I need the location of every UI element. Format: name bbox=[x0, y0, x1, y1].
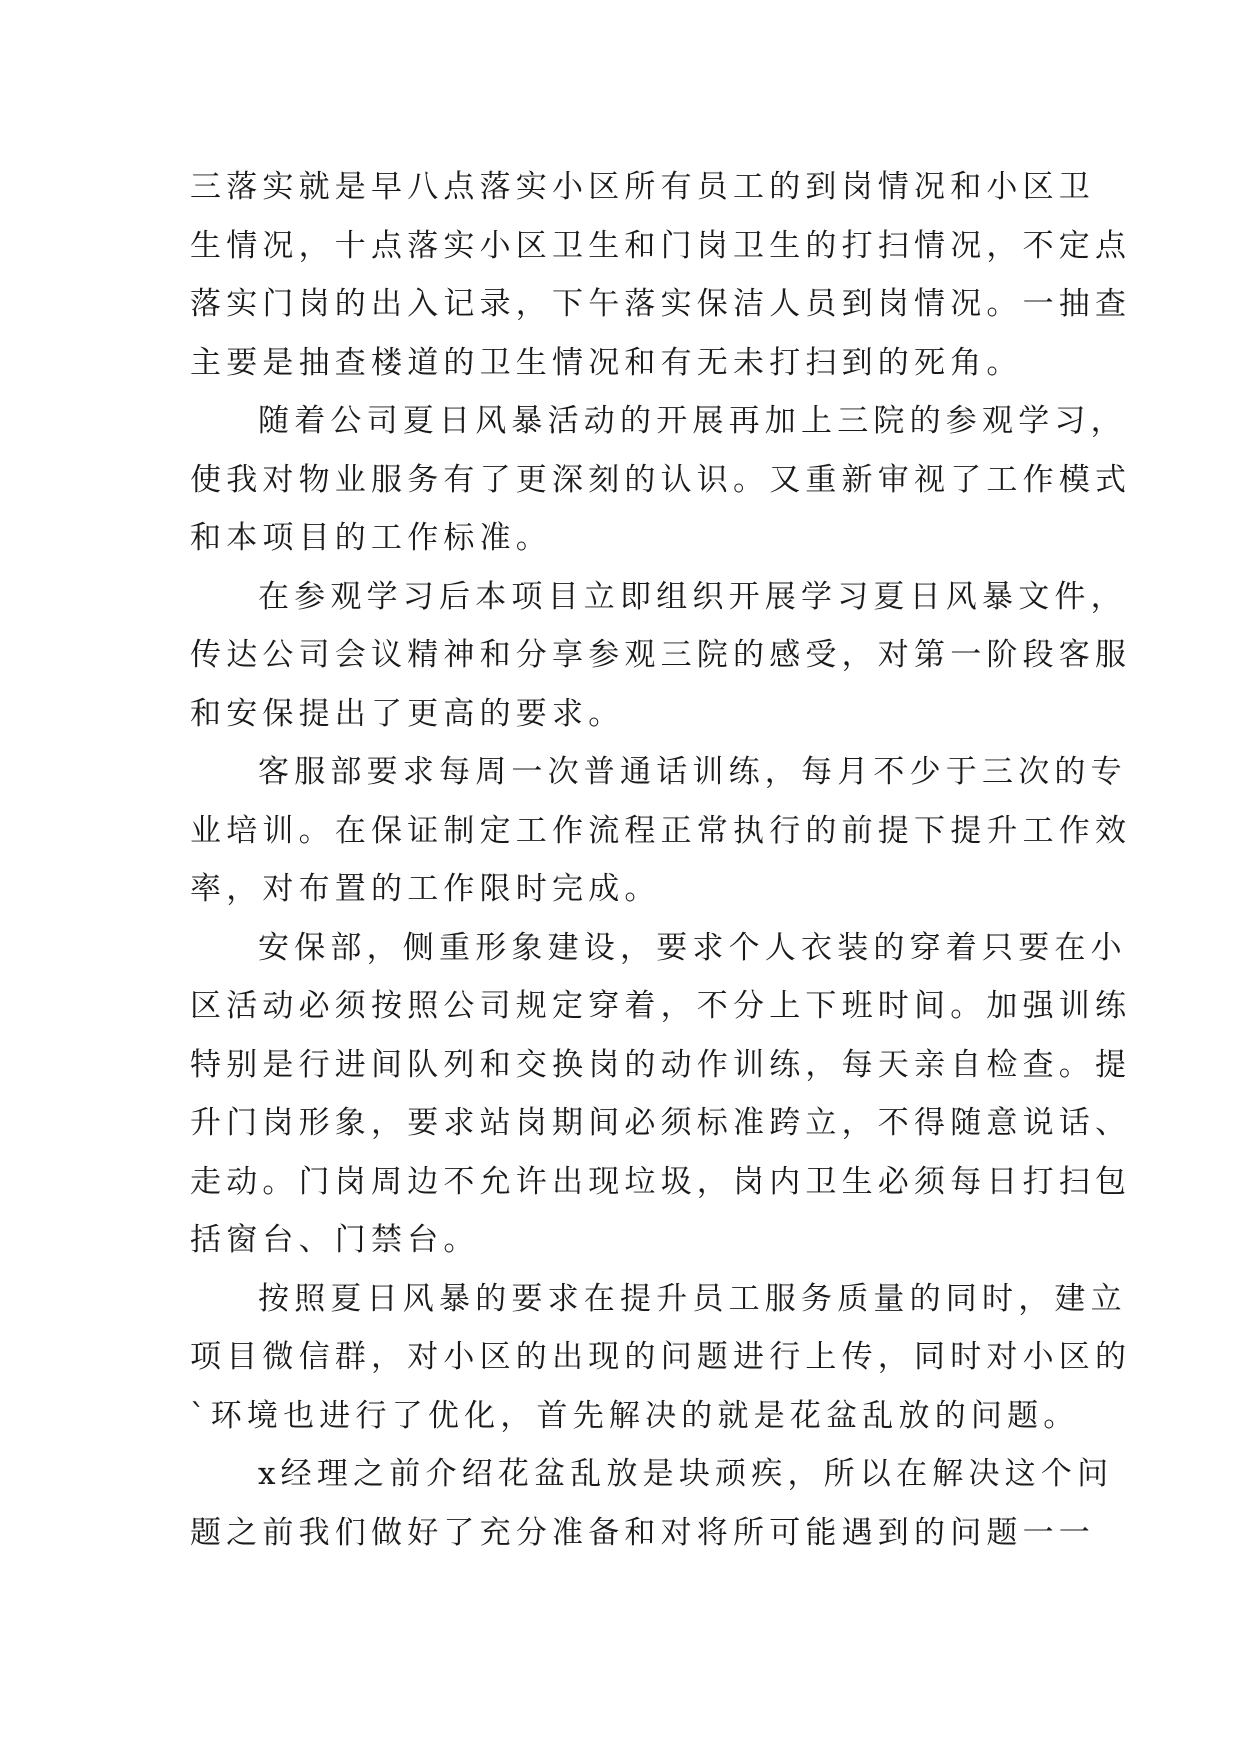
text-line: 和本项目的工作标准。 bbox=[190, 520, 552, 556]
text-line: 走动。门岗周边不允许出现垃圾，岗内卫生必须每日打扫包 bbox=[190, 1163, 1132, 1200]
text-line: 传达公司会议精神和分享参观三院的感受，对第一阶段客服 bbox=[190, 637, 1132, 673]
text-line: 项目微信群，对小区的出现的问题进行上传，同时对小区的 bbox=[190, 1339, 1132, 1375]
text-line: 按照夏日风暴的要求在提升员工服务质量的同时，建立 bbox=[258, 1280, 1127, 1317]
text-line: 在参观学习后本项目立即组织开展学习夏日风暴文件， bbox=[258, 578, 1127, 615]
text-line: 和安保提出了更高的要求。 bbox=[190, 695, 625, 732]
text-line: 业培训。在保证制定工作流程正常执行的前提下提升工作效 bbox=[190, 812, 1132, 849]
text-line: 特别是行进间队列和交换岗的动作训练，每天亲自检查。提 bbox=[190, 1046, 1132, 1083]
text-line: `环境也进行了优化，首先解决的就是花盆乱放的问题。 bbox=[190, 1397, 1080, 1434]
text-line: 安保部，侧重形象建设，要求个人衣装的穿着只要在小 bbox=[258, 929, 1127, 966]
document-body bbox=[190, 158, 1132, 1562]
text-line: 升门岗形象，要求站岗期间必须标准跨立，不得随意说话、 bbox=[190, 1105, 1132, 1141]
text-line: 率，对布置的工作限时完成。 bbox=[190, 871, 661, 907]
text-line: 落实门岗的出入记录，下午落实保洁人员到岗情况。一抽查 bbox=[190, 286, 1132, 322]
text-line: 三落实就是早八点落实小区所有员工的到岗情况和小区卫 bbox=[190, 169, 1095, 205]
text-line: 客服部要求每周一次普通话训练，每月不少于三次的专 bbox=[258, 754, 1127, 790]
text-line: 随着公司夏日风暴活动的开展再加上三院的参观学习， bbox=[258, 403, 1127, 439]
text-line: x经理之前介绍花盆乱放是块顽疾，所以在解决这个问 bbox=[258, 1456, 1114, 1492]
text-line: 题之前我们做好了充分准备和对将所可能遇到的问题一一 bbox=[190, 1514, 1095, 1551]
text-line: 区活动必须按照公司规定穿着，不分上下班时间。加强训练 bbox=[190, 988, 1132, 1024]
text-line: 主要是抽查楼道的卫生情况和有无未打扫到的死角。 bbox=[190, 344, 1023, 381]
text-line: 括窗台、门禁台。 bbox=[190, 1222, 480, 1258]
text-line: 生情况，十点落实小区卫生和门岗卫生的打扫情况，不定点 bbox=[190, 227, 1132, 264]
text-line: 使我对物业服务有了更深刻的认识。又重新审视了工作模式 bbox=[190, 461, 1132, 498]
